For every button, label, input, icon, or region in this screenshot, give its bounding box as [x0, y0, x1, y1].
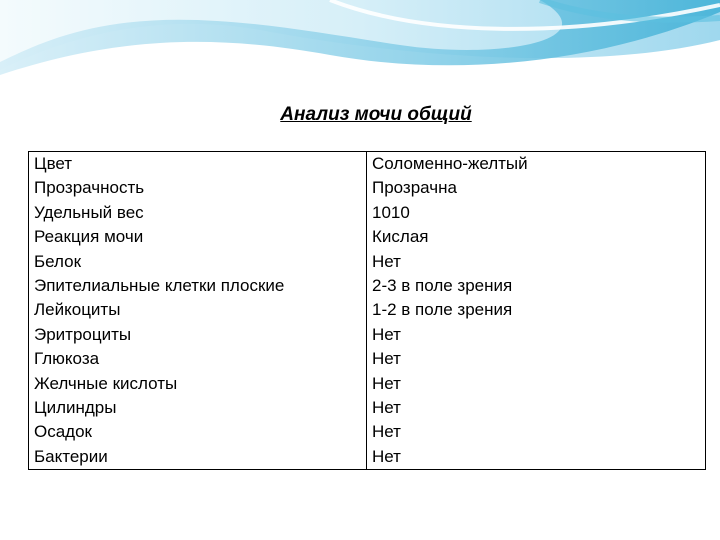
value-label: Нет	[372, 446, 401, 466]
parameter-label: Прозрачность	[34, 178, 145, 198]
value-label: 1-2 в поле зрения	[372, 300, 513, 320]
parameter-label: Цилиндры	[34, 398, 117, 418]
parameter-label: Осадок	[34, 422, 92, 442]
value-label: Соломенно-желтый	[372, 154, 528, 173]
value-label: Нет	[372, 373, 401, 393]
table-row	[29, 152, 706, 470]
parameter-label: Эритроциты	[34, 324, 132, 344]
value-label: Нет	[372, 422, 401, 442]
value-label: Нет	[372, 324, 401, 344]
parameter-cell	[29, 152, 367, 470]
urinalysis-table	[28, 151, 706, 470]
value-cell	[367, 152, 706, 470]
parameter-label: Глюкоза	[34, 349, 100, 369]
decorative-wave-banner	[0, 0, 720, 95]
parameter-label: Бактерии	[34, 446, 108, 466]
value-label: 1010	[372, 202, 410, 222]
parameter-label: Белок	[34, 251, 82, 271]
value-label: 2-3 в поле зрения	[372, 276, 513, 296]
parameter-label: Удельный вес	[34, 202, 144, 222]
parameter-label: Лейкоциты	[34, 300, 121, 320]
parameter-label: Желчные кислоты	[34, 373, 178, 393]
parameter-label: Реакция мочи	[34, 227, 144, 247]
page-title: Анализ мочи общий	[280, 104, 472, 125]
value-label: Нет	[372, 251, 401, 271]
value-label: Нет	[372, 349, 401, 369]
parameter-label: Цвет	[34, 154, 73, 173]
value-label: Прозрачна	[372, 178, 457, 198]
parameter-label: Эпителиальные клетки плоские	[34, 276, 285, 296]
value-label: Нет	[372, 398, 401, 418]
value-label: Кислая	[372, 227, 429, 247]
